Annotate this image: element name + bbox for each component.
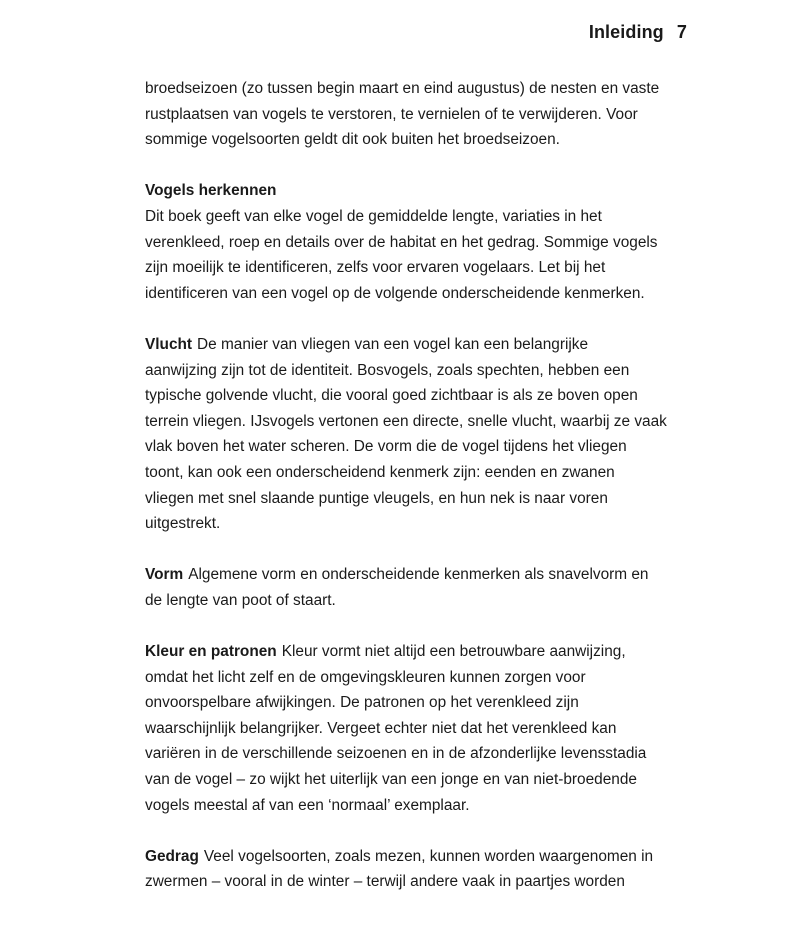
text-line: [145, 639, 690, 665]
text-line: zwermen – vooral in de winter – terwijl andere vaak in paartjes worden: [145, 873, 625, 891]
text-line: [145, 844, 690, 870]
inline-heading: Vorm: [145, 566, 184, 584]
text-line: onvoorspelbare afwijkingen. De patronen op het verenkleed zijn: [145, 694, 579, 712]
inline-text: De manier van vliegen van een vogel kan een belangrijke: [197, 335, 589, 353]
text-line: variëren in de verschillende seizoenen en in de afzonderlijke levensstadia: [145, 745, 647, 763]
text-line: broedseizoen (zo tussen begin maart en eind augustus) de nesten en vaste: [145, 80, 660, 97]
text-line: omdat het licht zelf en de omgevingskleuren kunnen zorgen voor: [145, 668, 586, 686]
text-line: sommige vogelsoorten geldt dit ook buiten het broedseizoen.: [145, 131, 560, 149]
text-line: [145, 562, 690, 588]
page-body: [145, 76, 690, 921]
section-gedrag: [145, 844, 690, 895]
text-line: terrein vliegen. IJsvogels vertonen een directe, snelle vlucht, waarbij ze vaak: [145, 412, 667, 430]
inline-text: Veel vogelsoorten, zoals mezen, kunnen worden waargenomen in: [203, 847, 654, 865]
section-heading: Vogels herkennen: [145, 182, 277, 200]
inline-heading: Kleur en patronen: [145, 643, 277, 661]
section-kleur-en-patronen: [145, 639, 690, 818]
text-line: waarschijnlijk belangrijker. Vergeet echter niet dat het verenkleed kan: [145, 719, 617, 737]
chapter-title: Inleiding: [588, 22, 664, 42]
text-line: aanwijzing zijn tot de identiteit. Bosvogels, zoals spechten, hebben een: [145, 361, 630, 379]
text-line: van de vogel – zo wijkt het uiterlijk van een jonge en van niet-broedende: [145, 771, 637, 789]
text-line: uitgestrekt.: [145, 515, 221, 533]
text-line: vogels meestal af van een ‘normaal’ exemplaar.: [145, 796, 470, 814]
inline-heading: Vlucht: [145, 335, 193, 353]
text-line: de lengte van poot of staart.: [145, 591, 336, 609]
section-vorm: [145, 562, 690, 613]
text-line: toont, kan ook een onderscheidend kenmerk zijn: eenden en zwanen: [145, 463, 615, 481]
inline-heading: Gedrag: [145, 847, 199, 865]
running-header: [589, 22, 687, 43]
text-line: [145, 332, 690, 358]
text-line: identificeren van een vogel op de volgende onderscheidende kenmerken.: [145, 284, 645, 302]
text-line: vlak boven het water scheren. De vorm die de vogel tijdens het vliegen: [145, 438, 627, 456]
text-line: vliegen met snel slaande puntige vleugels, en hun nek is naar voren: [145, 489, 608, 507]
section-vlucht: [145, 332, 690, 537]
page-number: 7: [676, 22, 687, 42]
inline-text: Algemene vorm en onderscheidende kenmerken als snavelvorm en: [188, 566, 649, 584]
text-line: zijn moeilijk te identificeren, zelfs voor ervaren vogelaars. Let bij het: [145, 259, 606, 277]
section-vogels-herkennen: [145, 178, 690, 306]
intro-paragraph: [145, 76, 690, 153]
text-line: Dit boek geeft van elke vogel de gemiddelde lengte, variaties in het: [145, 207, 602, 225]
text-line: verenkleed, roep en details over de habitat en het gedrag. Sommige vogels: [145, 233, 658, 251]
text-line: rustplaatsen van vogels te verstoren, te vernielen of te verwijderen. Voor: [145, 105, 638, 123]
inline-text: Kleur vormt niet altijd een betrouwbare aanwijzing,: [281, 643, 626, 661]
text-line: typische golvende vlucht, die vooral goed zichtbaar is als ze boven open: [145, 387, 638, 405]
